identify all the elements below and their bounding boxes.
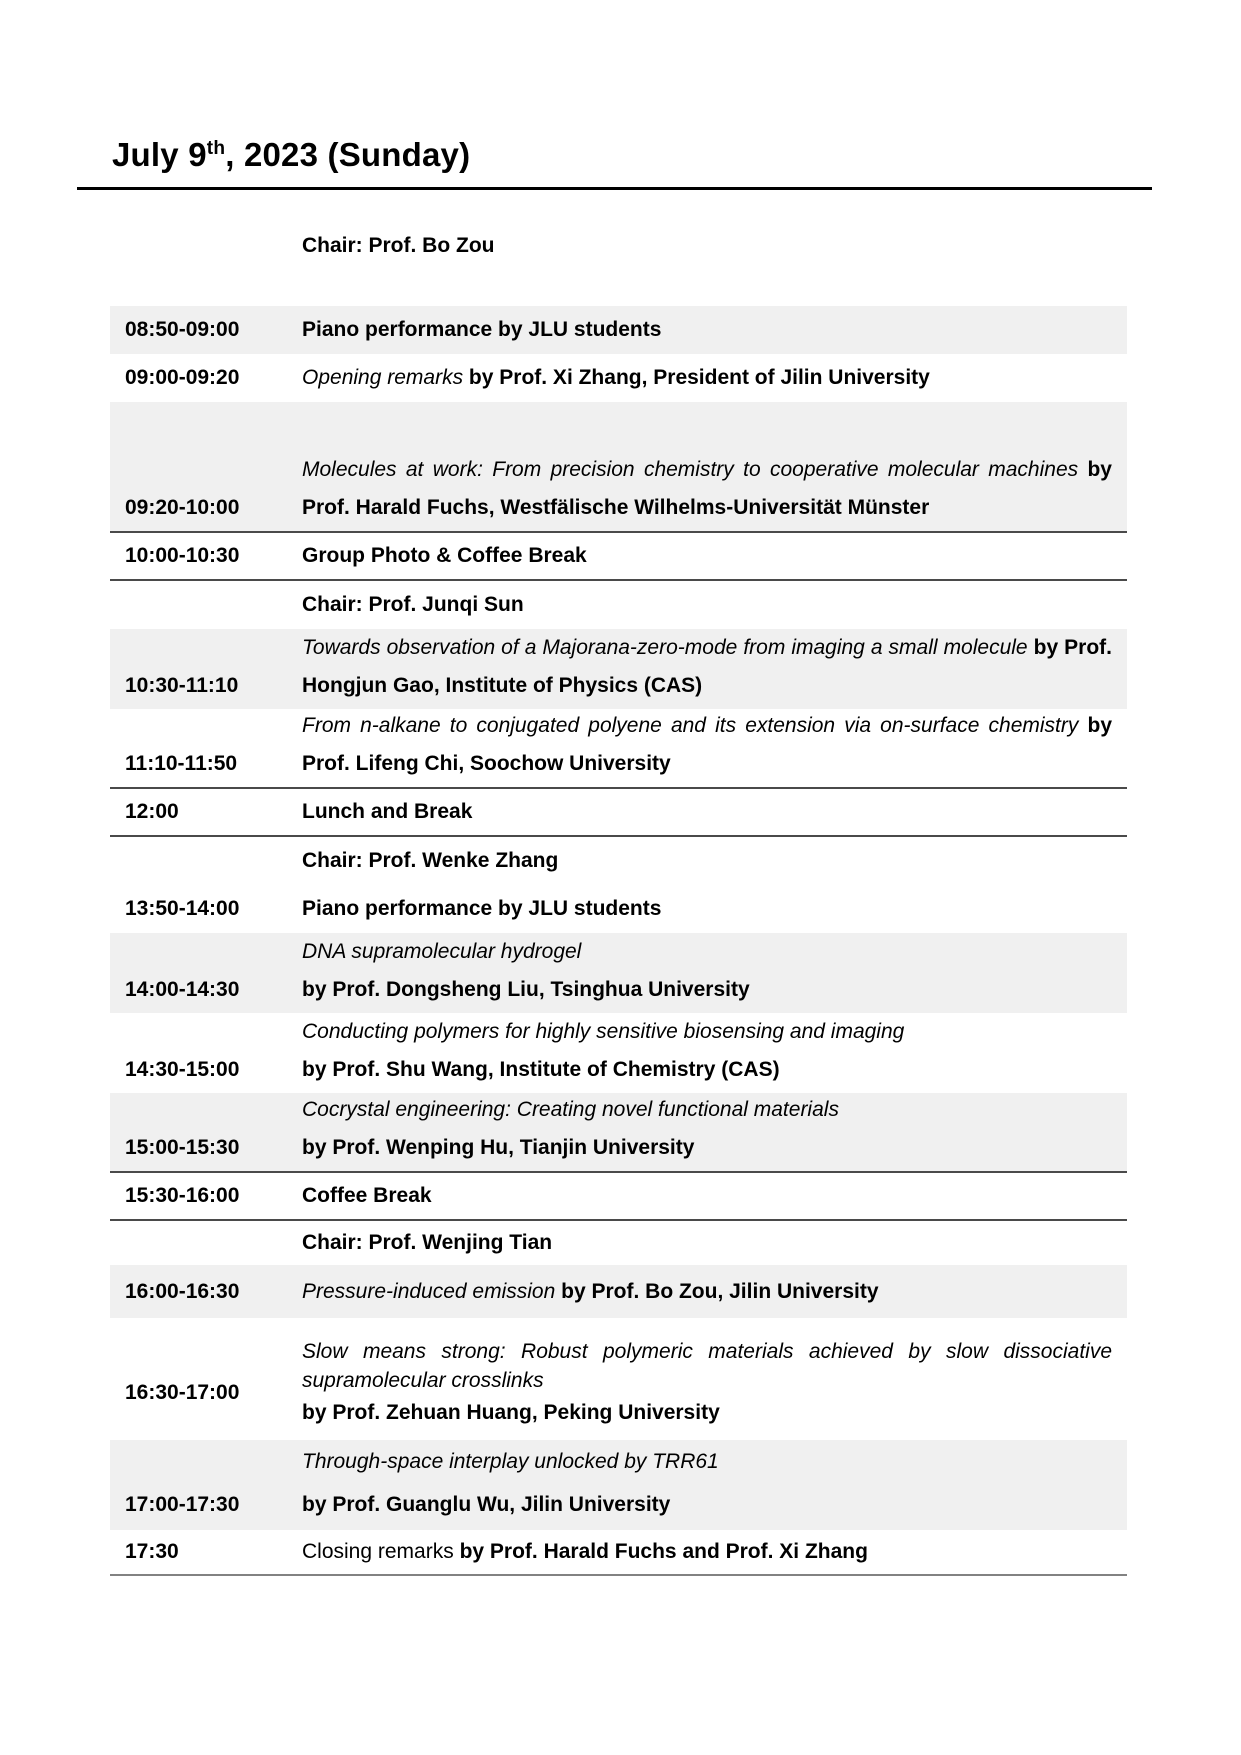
talk-speaker: by Prof. Zehuan Huang, Peking University xyxy=(302,1401,720,1424)
session-cell xyxy=(288,1533,1127,1571)
schedule-row xyxy=(110,933,1127,1013)
talk-title: Conducting polymers for highly sensitive biosensing and imaging xyxy=(302,1020,905,1043)
session-cell xyxy=(288,629,1127,709)
session-title: Piano performance by JLU students xyxy=(302,897,662,920)
title-ordinal: th xyxy=(206,138,226,159)
schedule-row xyxy=(110,709,1127,789)
chair-label: Chair: Prof. Wenjing Tian xyxy=(302,1231,553,1254)
talk-speaker: by Prof. Harald Fuchs, Westfälische Wilhelms-Universität Münster xyxy=(302,458,1112,519)
talk-speaker: by Prof. Lifeng Chi, Soochow University xyxy=(302,714,1113,775)
time-cell: 10:30-11:10 xyxy=(125,674,239,697)
talk-speaker: by Prof. Guanglu Wu, Jilin University xyxy=(302,1493,671,1516)
schedule-row-chair xyxy=(110,220,1127,306)
talk-speaker: by Prof. Wenping Hu, Tianjin University xyxy=(302,1136,695,1159)
chair-cell xyxy=(288,842,1127,880)
time-cell: 16:30-17:00 xyxy=(125,1381,240,1404)
time-cell: 08:50-09:00 xyxy=(125,318,240,341)
session-title: Group Photo & Coffee Break xyxy=(302,544,587,567)
schedule-row xyxy=(110,1013,1127,1093)
talk-title: Closing remarks xyxy=(302,1540,454,1563)
chair-cell xyxy=(288,220,1127,265)
talk-title: From n-alkane to conjugated polyene and its extension via on-surface chemistry xyxy=(302,714,1079,737)
time-cell: 15:30-16:00 xyxy=(125,1184,240,1207)
session-cell xyxy=(288,1337,1127,1440)
schedule-row xyxy=(110,1173,1127,1221)
schedule-row xyxy=(110,354,1127,402)
talk-speaker: by Prof. Xi Zhang, President of Jilin University xyxy=(468,366,930,389)
schedule-row xyxy=(110,629,1127,709)
page-title xyxy=(112,136,470,173)
session-cell xyxy=(288,793,1127,831)
session-cell xyxy=(288,1273,1127,1311)
talk-speaker: by Prof. Hongjun Gao, Institute of Physics (CAS) xyxy=(302,636,1112,697)
schedule-row xyxy=(110,1265,1127,1318)
time-cell: 10:00-10:30 xyxy=(125,544,240,567)
talk-title: Pressure-induced emission xyxy=(302,1279,556,1303)
schedule-row xyxy=(110,402,1127,533)
page-header xyxy=(112,0,1241,174)
schedule-row xyxy=(110,1530,1127,1576)
title-rest: , 2023 (Sunday) xyxy=(225,136,471,173)
talk-speaker: by Prof. Shu Wang, Institute of Chemistry (CAS) xyxy=(302,1058,780,1081)
talk-title: Through-space interplay unlocked by TRR61 xyxy=(302,1450,719,1473)
session-cell xyxy=(288,890,1127,928)
chair-cell xyxy=(288,586,1127,624)
time-cell: 15:00-15:30 xyxy=(125,1136,240,1159)
chair-label: Chair: Prof. Wenke Zhang xyxy=(302,849,559,872)
talk-speaker: by Prof. Harald Fuchs and Prof. Xi Zhang xyxy=(459,1540,868,1563)
session-title: Coffee Break xyxy=(302,1184,432,1207)
talk-title: Slow means strong: Robust polymeric materials achieved by slow dissociative supramolecular crosslinks xyxy=(302,1340,1112,1392)
session-cell xyxy=(288,1177,1127,1215)
schedule-row xyxy=(110,1440,1127,1530)
time-cell: 11:10-11:50 xyxy=(125,752,238,775)
session-cell xyxy=(288,933,1127,1013)
schedule-row-chair xyxy=(110,1221,1127,1265)
session-cell xyxy=(288,451,1127,531)
schedule-row-chair xyxy=(110,581,1127,629)
schedule-table xyxy=(110,220,1127,1576)
schedule-row-chair xyxy=(110,837,1127,885)
spacer xyxy=(0,190,1241,220)
talk-speaker: by Prof. Dongsheng Liu, Tsinghua University xyxy=(302,978,750,1001)
talk-title: Molecules at work: From precision chemistry to cooperative molecular machines xyxy=(302,458,1079,481)
chair-cell xyxy=(288,1224,1127,1262)
chair-label: Chair: Prof. Bo Zou xyxy=(302,234,495,257)
talk-title: Opening remarks xyxy=(302,366,464,389)
time-cell: 12:00 xyxy=(125,800,179,823)
session-cell xyxy=(288,537,1127,575)
session-cell xyxy=(288,311,1127,349)
talk-speaker: by Prof. Bo Zou, Jilin University xyxy=(561,1279,879,1303)
time-cell: 17:00-17:30 xyxy=(125,1493,240,1516)
title-day: July 9 xyxy=(112,136,207,173)
session-title: Piano performance by JLU students xyxy=(302,318,662,341)
time-cell: 09:00-09:20 xyxy=(125,366,240,389)
talk-title: Cocrystal engineering: Creating novel functional materials xyxy=(302,1098,839,1121)
session-cell xyxy=(288,1440,1127,1530)
session-cell xyxy=(288,1091,1127,1171)
schedule-row xyxy=(110,306,1127,354)
session-cell xyxy=(288,1013,1127,1093)
session-cell xyxy=(288,707,1127,787)
time-cell: 14:00-14:30 xyxy=(125,978,240,1001)
talk-title: Towards observation of a Majorana-zero-mode from imaging a small molecule xyxy=(302,636,1028,659)
schedule-row xyxy=(110,1093,1127,1173)
talk-title: DNA supramolecular hydrogel xyxy=(302,940,582,963)
schedule-row xyxy=(110,789,1127,837)
time-cell: 17:30 xyxy=(125,1540,179,1563)
chair-label: Chair: Prof. Junqi Sun xyxy=(302,593,524,616)
schedule-row xyxy=(110,1318,1127,1440)
session-cell xyxy=(288,359,1127,397)
time-cell: 09:20-10:00 xyxy=(125,496,240,519)
time-cell: 13:50-14:00 xyxy=(125,897,240,920)
session-title: Lunch and Break xyxy=(302,800,473,823)
time-cell: 16:00-16:30 xyxy=(125,1279,240,1303)
time-cell: 14:30-15:00 xyxy=(125,1058,240,1081)
schedule-row xyxy=(110,533,1127,581)
schedule-row xyxy=(110,885,1127,933)
